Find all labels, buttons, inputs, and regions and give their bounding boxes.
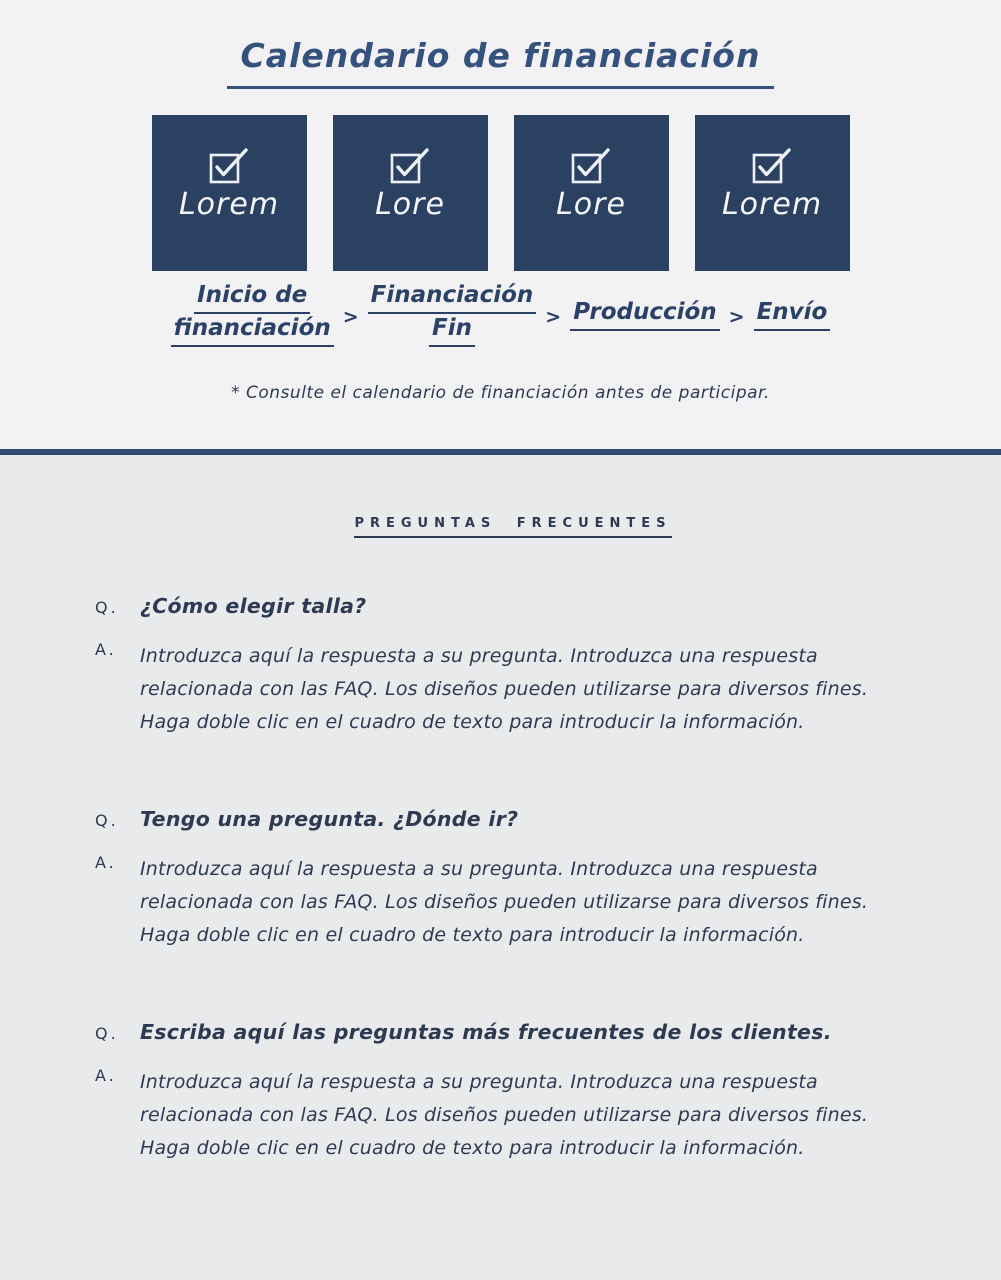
- funding-calendar-section: [0, 0, 1001, 449]
- faq-list: [95, 594, 931, 1165]
- page-title: Calendario de financiación: [227, 36, 775, 89]
- step-shipping: [754, 298, 831, 334]
- timeline-box-4: [695, 115, 850, 271]
- faq-item-1: [95, 594, 931, 739]
- step-production: [570, 298, 719, 334]
- box-label: Lorem: [721, 187, 823, 222]
- question-text: ¿Cómo elegir talla?: [140, 594, 367, 618]
- answer-text: Introduzca aquí la respuesta a su pregunta. Introduzca una respuesta relacionada con las FAQ. Los diseños pueden utilizarse para diversos fines. Haga doble clic en el cuadro de texto para introducir la información.: [140, 645, 869, 733]
- timeline-box-1: [152, 115, 307, 271]
- answer-label: A.: [95, 640, 117, 659]
- timeline-steps: [0, 284, 1001, 350]
- chevron-right-icon: >: [728, 306, 745, 328]
- step-funding-start: [171, 284, 334, 350]
- answer-row: [95, 1066, 931, 1165]
- question-label: Q.: [95, 598, 119, 617]
- question-row: [95, 594, 931, 618]
- chevron-right-icon: >: [545, 306, 562, 328]
- faq-heading: PREGUNTAS FRECUENTES: [354, 516, 671, 538]
- checkbox-icon: [569, 147, 613, 184]
- timeline-box-2: [333, 115, 488, 271]
- checkbox-icon: [750, 147, 794, 184]
- question-label: Q.: [95, 811, 119, 830]
- box-label: Lore: [556, 187, 626, 222]
- step-line: financiación: [171, 317, 334, 347]
- step-line: Financiación: [368, 284, 537, 314]
- box-label: Lorem: [178, 187, 280, 222]
- question-row: [95, 1020, 931, 1044]
- timeline-boxes: [0, 115, 1001, 271]
- answer-label: A.: [95, 853, 117, 872]
- question-label: Q.: [95, 1024, 119, 1043]
- faq-item-2: [95, 807, 931, 952]
- answer-label: A.: [95, 1066, 117, 1085]
- box-label: Lore: [375, 187, 445, 222]
- faq-section: [0, 455, 1001, 1165]
- title-row: [0, 36, 1001, 89]
- timeline-box-3: [514, 115, 669, 271]
- step-line: Inicio de: [194, 284, 310, 314]
- answer-row: [95, 853, 931, 952]
- step-line: Producción: [570, 301, 719, 331]
- step-line: Fin: [429, 317, 475, 347]
- answer-row: [95, 640, 931, 739]
- faq-heading-row: [95, 512, 931, 538]
- question-text: Tengo una pregunta. ¿Dónde ir?: [140, 807, 519, 831]
- checkbox-icon: [207, 147, 251, 184]
- faq-item-3: [95, 1020, 931, 1165]
- answer-text: Introduzca aquí la respuesta a su pregunta. Introduzca una respuesta relacionada con las FAQ. Los diseños pueden utilizarse para diversos fines. Haga doble clic en el cuadro de texto para introducir la información.: [140, 1071, 869, 1159]
- step-line: Envío: [754, 301, 831, 331]
- question-row: [95, 807, 931, 831]
- question-text: Escriba aquí las preguntas más frecuentes de los clientes.: [140, 1020, 832, 1044]
- step-funding-end: [368, 284, 537, 350]
- checkbox-icon: [388, 147, 432, 184]
- chevron-right-icon: >: [342, 306, 359, 328]
- footnote: * Consulte el calendario de financiación antes de participar.: [231, 383, 770, 403]
- answer-text: Introduzca aquí la respuesta a su pregunta. Introduzca una respuesta relacionada con las FAQ. Los diseños pueden utilizarse para diversos fines. Haga doble clic en el cuadro de texto para introducir la información.: [140, 858, 869, 946]
